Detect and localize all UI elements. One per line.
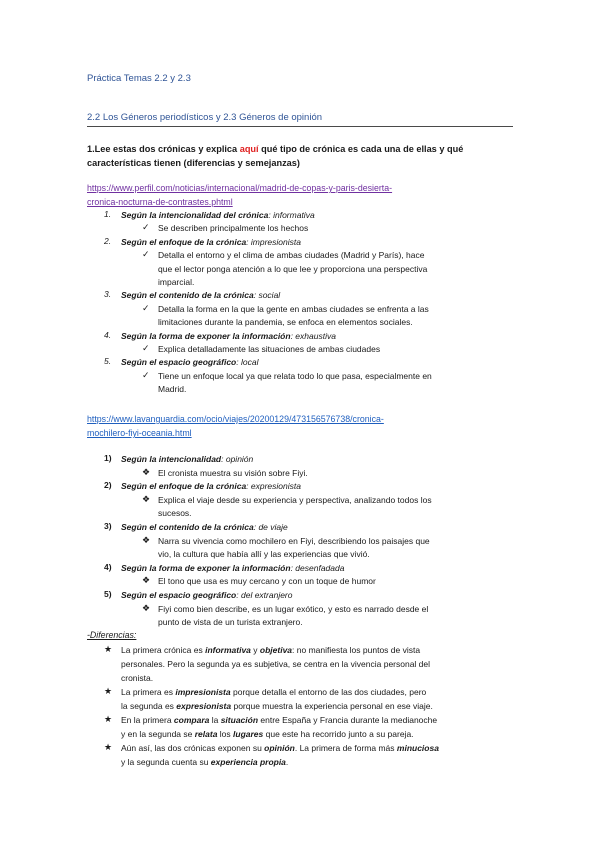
document-title: Práctica Temas 2.2 y 2.3 (87, 73, 191, 84)
question-post: qué tipo de crónica es cada una de ellas y qué características tienen (diferencias y semejanzas) (87, 144, 464, 168)
emphasis-text: objetiva (259, 645, 293, 655)
difference-line (121, 672, 516, 686)
plain-text: . La primera de forma más (294, 743, 397, 754)
link-lavanguardia-line2: mochilero-fiyi-oceania.html (87, 428, 192, 438)
plain-text: En la primera (121, 715, 174, 725)
item-value: : opinión (221, 454, 254, 464)
item-value: : exhaustiva (290, 330, 336, 341)
check-icon: ✓ (142, 302, 150, 313)
item-value: : informativa (268, 210, 315, 220)
item-label: Según el espacio geográfico (121, 357, 237, 368)
item-detail-line: Narra su vivencia como mochilero en Fiyi, describiendo los paisajes que (158, 535, 430, 546)
item-heading (121, 480, 301, 494)
item-value: : social (253, 290, 281, 301)
diamond-bullet-icon: ❖ (142, 534, 151, 545)
difference-line (121, 686, 516, 700)
question-highlight: aquí (239, 144, 259, 154)
item-detail-line: Detalla el entorno y el clima de ambas ciudades (Madrid y París), hace (158, 250, 425, 261)
check-icon: ✓ (142, 249, 150, 260)
item-label: Según el enfoque de la crónica (121, 236, 247, 247)
item-heading (121, 589, 293, 603)
plain-text: y (250, 645, 260, 655)
item-number: 1. (104, 209, 112, 219)
check-icon: ✓ (142, 222, 150, 233)
plain-text: . (285, 756, 289, 767)
diamond-bullet-icon: ❖ (142, 466, 151, 477)
item-detail-line: Explica detalladamente las situaciones de ambas ciudades (158, 344, 381, 354)
item-detail-line: Tiene un enfoque local ya que relata todo lo que pasa, especialmente en (158, 370, 432, 381)
item-detail-line: imparcial. (158, 277, 195, 287)
item-number: 2) (104, 480, 112, 491)
emphasis-text: informativa (205, 645, 251, 655)
item-value: : desenfadada (290, 562, 345, 573)
item-label: Según la intencionalidad del crónica (121, 210, 269, 220)
item-detail-line: que el lector ponga atención a lo que lee y proporciona una perspectiva (158, 263, 428, 274)
item-value: : expresionista (246, 481, 301, 492)
plain-text: La primera crónica es (121, 645, 206, 655)
item-value: : del extranjero (236, 590, 293, 600)
item-label: Según la intencionalidad (121, 454, 222, 464)
emphasis-text: lugares (233, 728, 264, 739)
item-heading (121, 236, 301, 250)
item-detail-line: El cronista muestra su visión sobre Fiyi. (158, 467, 308, 478)
diamond-bullet-icon: ❖ (142, 493, 151, 504)
item-detail-line: Se describen principalmente los hechos (158, 223, 309, 234)
star-bullet-icon: ★ (104, 714, 113, 724)
plain-text: cronista. (121, 672, 154, 683)
item-heading (121, 330, 336, 344)
emphasis-text: compara (173, 715, 210, 725)
item-number: 4. (104, 329, 112, 340)
item-number: 1) (104, 453, 112, 463)
link-lavanguardia-line1: https://www.lavanguardia.com/ocio/viajes/20200129/473156576738/cronica- (87, 414, 384, 424)
plain-text: : no manifiesta los puntos de vista (292, 645, 421, 655)
difference-line (121, 700, 516, 714)
item-detail-line: Detalla la forma en la que la gente en ambas ciudades se enfrenta a las (158, 303, 429, 314)
item-label: Según el enfoque de la crónica (121, 481, 247, 492)
plain-text: los (217, 728, 234, 739)
check-icon: ✓ (142, 369, 150, 380)
question-text (87, 142, 507, 170)
plain-text: porque muestra la experiencia personal en ese viaje. (231, 700, 433, 711)
item-number: 2. (104, 235, 112, 246)
emphasis-text: experiencia propia (210, 756, 286, 767)
item-detail-line: Fiyi como bien describe, es un lugar exótico, y esto es narrado desde el (158, 603, 429, 614)
item-detail-line: punto de vista de un turista extranjero. (158, 617, 303, 628)
diamond-bullet-icon: ❖ (142, 575, 151, 586)
link-lavanguardia[interactable] (87, 412, 507, 440)
item-detail-line: El tono que usa es muy cercano y con un toque de humor (158, 576, 376, 587)
difference-line (121, 714, 516, 728)
emphasis-text: impresionista (175, 686, 231, 697)
star-bullet-icon: ★ (104, 644, 113, 654)
difference-line (121, 756, 516, 770)
item-detail-line: limitaciones durante la pandemia, se enfoca en elementos sociales. (158, 317, 413, 328)
emphasis-text: situación (220, 715, 259, 725)
item-number: 4) (104, 561, 112, 572)
emphasis-text: minuciosa (396, 743, 439, 754)
star-bullet-icon: ★ (104, 742, 113, 753)
diamond-bullet-icon: ❖ (142, 602, 151, 613)
item-number: 3. (104, 289, 112, 300)
difference-line (121, 728, 516, 742)
item-label: Según el espacio geográfico (121, 590, 237, 600)
plain-text: personales. Pero la segunda ya es subjetiva, se centra en la vivencia personal del (121, 658, 431, 669)
differences-label: -Diferencias: (87, 630, 137, 640)
item-label: Según el contenido de la crónica (121, 290, 254, 301)
item-heading (121, 562, 344, 576)
emphasis-text: opinión (264, 743, 295, 754)
star-bullet-icon: ★ (104, 685, 113, 696)
item-label: Según el contenido de la crónica (121, 522, 254, 532)
item-label: Según la forma de exponer la información (121, 562, 291, 573)
plain-text: la segunda es (121, 700, 177, 711)
item-number: 5. (104, 356, 112, 367)
link-perfil-line2: cronica-nocturna-de-contrastes.phtml (87, 197, 233, 207)
link-perfil[interactable] (87, 181, 507, 209)
plain-text: y en la segunda se (121, 728, 195, 739)
question-pre: 1.Lee estas dos crónicas y explica (87, 144, 240, 154)
item-heading (121, 356, 258, 370)
link-perfil-line1: https://www.perfil.com/noticias/internacional/madrid-de-copas-y-paris-desierta- (87, 183, 393, 193)
item-detail-line: sucesos. (158, 508, 192, 519)
plain-text: la (209, 715, 221, 725)
item-label: Según la forma de exponer la información (121, 330, 291, 341)
emphasis-text: relata (194, 728, 218, 739)
plain-text: que este ha recorrido junto a su pareja. (263, 728, 414, 739)
emphasis-text: expresionista (176, 700, 232, 711)
item-value: : de viaje (253, 522, 288, 532)
item-detail-line: Madrid. (158, 384, 187, 395)
item-heading (121, 289, 280, 303)
difference-line (121, 742, 516, 756)
plain-text: entre España y Francia durante la medianoche (258, 715, 438, 725)
item-number: 5) (104, 589, 112, 599)
difference-line (121, 644, 516, 658)
plain-text: Aún así, las dos crónicas exponen su (121, 743, 265, 754)
item-heading (121, 209, 315, 223)
item-heading (121, 521, 288, 535)
section-heading: 2.2 Los Géneros periodísticos y 2.3 Géneros de opinión (87, 112, 323, 123)
item-number: 3) (104, 521, 112, 531)
plain-text: La primera es (121, 686, 176, 697)
item-value: : impresionista (246, 236, 301, 247)
item-detail-line: Explica el viaje desde su experiencia y perspectiva, analizando todos los (158, 494, 432, 505)
difference-line (121, 658, 516, 672)
check-icon: ✓ (142, 343, 150, 353)
item-value: : local (236, 357, 259, 368)
section-divider (87, 126, 513, 127)
item-heading (121, 453, 253, 467)
plain-text: porque detalla el entorno de las dos ciudades, pero (230, 686, 427, 697)
plain-text: y la segunda cuenta su (121, 756, 211, 767)
item-detail-line: vio, la cultura que había allí y las experiencias que vivió. (158, 549, 370, 560)
